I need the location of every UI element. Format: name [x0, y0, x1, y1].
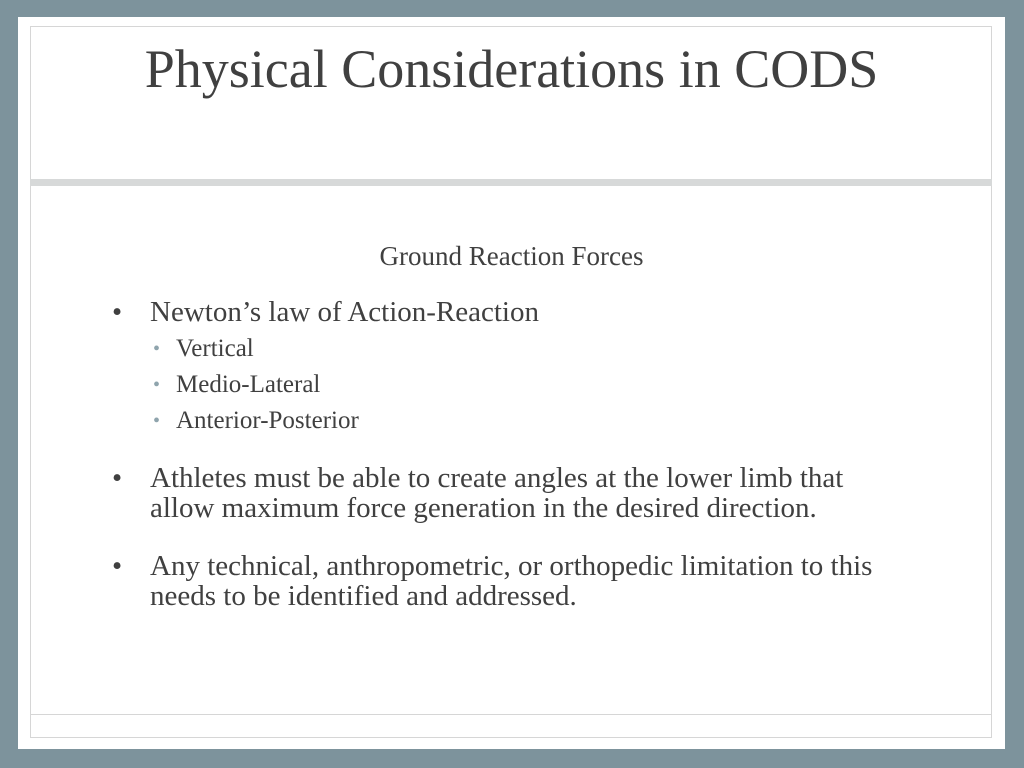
bullet-text: Newton’s law of Action-Reaction	[150, 296, 539, 328]
bullet-text: Any technical, anthropometric, or orthopedic limitation to this needs to be identified and addressed.	[150, 550, 873, 612]
bullet-item	[100, 297, 900, 439]
bullet-item	[100, 463, 900, 523]
bullet-marker: •	[112, 550, 123, 582]
slide-title: Physical Considerations in CODS	[144, 39, 879, 99]
bullet-item	[100, 551, 900, 611]
slide	[18, 17, 1005, 749]
sub-bullet-item	[150, 331, 900, 367]
slide-subtitle: Ground Reaction Forces	[379, 241, 644, 271]
sub-bullet-list	[150, 331, 900, 439]
bullet-list	[100, 297, 900, 611]
sub-bullet-marker: •	[153, 410, 161, 432]
sub-bullet-marker: •	[153, 374, 161, 396]
bullet-marker: •	[112, 296, 123, 328]
sub-bullet-text: Anterior-Posterior	[176, 407, 359, 434]
sub-bullet-item	[150, 403, 900, 439]
sub-bullet-text: Medio-Lateral	[176, 371, 321, 398]
sub-bullet-item	[150, 367, 900, 403]
title-divider	[30, 179, 992, 186]
bullet-text: Athletes must be able to create angles at the lower limb that allow maximum force generation in the desired direction.	[150, 462, 844, 524]
bullet-marker: •	[112, 462, 123, 494]
sub-bullet-text: Vertical	[176, 335, 254, 362]
sub-bullet-marker: •	[153, 338, 161, 360]
footer-divider	[30, 714, 992, 715]
